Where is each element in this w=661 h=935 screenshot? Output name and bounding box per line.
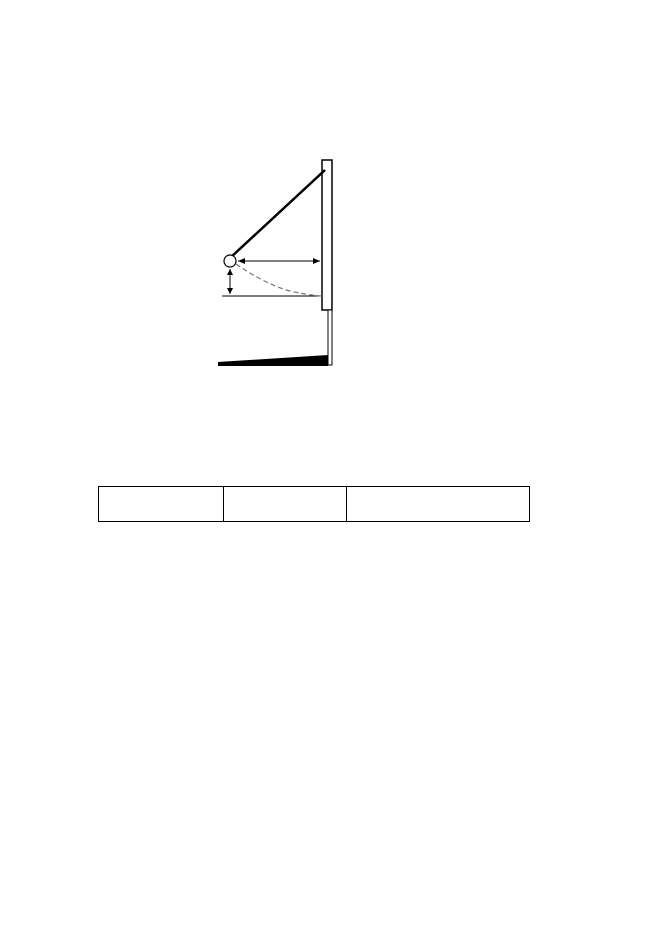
suspension-thread: [230, 170, 325, 258]
impact-test-diagram: [200, 150, 400, 370]
test-panel: [322, 160, 332, 310]
header-height: [347, 487, 530, 522]
steel-ball: [224, 255, 236, 267]
swing-trajectory: [236, 264, 322, 296]
impact-energy-table: [98, 486, 530, 522]
table-header-row: [99, 487, 530, 522]
panel-support: [328, 310, 332, 365]
ground: [218, 355, 328, 366]
header-energy: [99, 487, 224, 522]
header-distance: [224, 487, 347, 522]
